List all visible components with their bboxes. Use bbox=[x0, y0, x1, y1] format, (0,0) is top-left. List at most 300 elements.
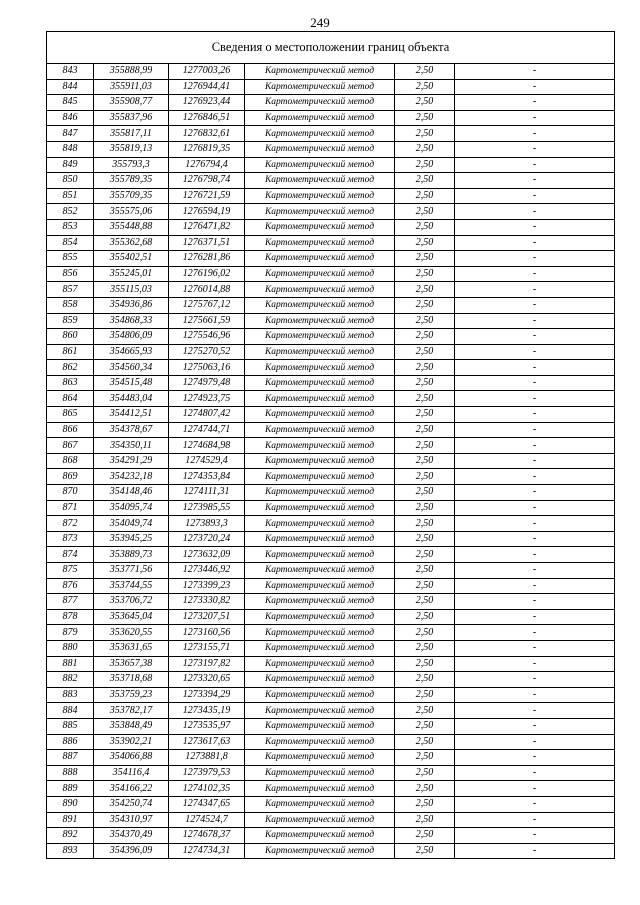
y-coordinate-cell: 1276794,4 bbox=[169, 157, 245, 173]
y-coordinate-cell: 1274744,71 bbox=[169, 422, 245, 438]
description-cell: - bbox=[455, 609, 615, 625]
point-number-cell: 850 bbox=[47, 173, 94, 189]
table-row bbox=[47, 469, 615, 485]
table-row bbox=[47, 126, 615, 142]
method-cell: Картометрический метод bbox=[245, 656, 395, 672]
method-cell: Картометрический метод bbox=[245, 173, 395, 189]
description-cell: - bbox=[455, 141, 615, 157]
description-cell: - bbox=[455, 126, 615, 142]
table-row bbox=[47, 235, 615, 251]
description-cell: - bbox=[455, 173, 615, 189]
accuracy-cell: 2,50 bbox=[395, 157, 455, 173]
description-cell: - bbox=[455, 360, 615, 376]
y-coordinate-cell: 1274353,84 bbox=[169, 469, 245, 485]
x-coordinate-cell: 355819,13 bbox=[94, 141, 169, 157]
x-coordinate-cell: 355575,06 bbox=[94, 204, 169, 220]
x-coordinate-cell: 354936,86 bbox=[94, 297, 169, 313]
table-row bbox=[47, 516, 615, 532]
table-row bbox=[47, 95, 615, 111]
accuracy-cell: 2,50 bbox=[395, 391, 455, 407]
description-cell: - bbox=[455, 812, 615, 828]
accuracy-cell: 2,50 bbox=[395, 438, 455, 454]
x-coordinate-cell: 353706,72 bbox=[94, 594, 169, 610]
description-cell: - bbox=[455, 531, 615, 547]
table-row bbox=[47, 672, 615, 688]
x-coordinate-cell: 353782,17 bbox=[94, 703, 169, 719]
description-cell: - bbox=[455, 828, 615, 844]
x-coordinate-cell: 354049,74 bbox=[94, 516, 169, 532]
accuracy-cell: 2,50 bbox=[395, 344, 455, 360]
y-coordinate-cell: 1273979,53 bbox=[169, 765, 245, 781]
y-coordinate-cell: 1273399,23 bbox=[169, 578, 245, 594]
table-row bbox=[47, 594, 615, 610]
description-cell: - bbox=[455, 734, 615, 750]
method-cell: Картометрический метод bbox=[245, 422, 395, 438]
point-number-cell: 885 bbox=[47, 718, 94, 734]
accuracy-cell: 2,50 bbox=[395, 594, 455, 610]
x-coordinate-cell: 355888,99 bbox=[94, 64, 169, 80]
method-cell: Картометрический метод bbox=[245, 391, 395, 407]
description-cell: - bbox=[455, 625, 615, 641]
method-cell: Картометрический метод bbox=[245, 516, 395, 532]
y-coordinate-cell: 1275767,12 bbox=[169, 297, 245, 313]
x-coordinate-cell: 354378,67 bbox=[94, 422, 169, 438]
method-cell: Картометрический метод bbox=[245, 438, 395, 454]
accuracy-cell: 2,50 bbox=[395, 282, 455, 298]
description-cell: - bbox=[455, 110, 615, 126]
y-coordinate-cell: 1273155,71 bbox=[169, 640, 245, 656]
method-cell: Картометрический метод bbox=[245, 126, 395, 142]
y-coordinate-cell: 1275546,96 bbox=[169, 329, 245, 345]
accuracy-cell: 2,50 bbox=[395, 718, 455, 734]
y-coordinate-cell: 1274111,31 bbox=[169, 485, 245, 501]
description-cell: - bbox=[455, 843, 615, 859]
y-coordinate-cell: 1277003,26 bbox=[169, 64, 245, 80]
table-row bbox=[47, 687, 615, 703]
point-number-cell: 877 bbox=[47, 594, 94, 610]
x-coordinate-cell: 353771,56 bbox=[94, 563, 169, 579]
table-row bbox=[47, 563, 615, 579]
description-cell: - bbox=[455, 297, 615, 313]
method-cell: Картометрический метод bbox=[245, 235, 395, 251]
method-cell: Картометрический метод bbox=[245, 251, 395, 267]
method-cell: Картометрический метод bbox=[245, 750, 395, 766]
description-cell: - bbox=[455, 796, 615, 812]
description-cell: - bbox=[455, 422, 615, 438]
method-cell: Картометрический метод bbox=[245, 375, 395, 391]
accuracy-cell: 2,50 bbox=[395, 500, 455, 516]
description-cell: - bbox=[455, 672, 615, 688]
method-cell: Картометрический метод bbox=[245, 547, 395, 563]
description-cell: - bbox=[455, 687, 615, 703]
table-row bbox=[47, 438, 615, 454]
x-coordinate-cell: 353889,73 bbox=[94, 547, 169, 563]
description-cell: - bbox=[455, 453, 615, 469]
point-number-cell: 879 bbox=[47, 625, 94, 641]
table-row bbox=[47, 141, 615, 157]
point-number-cell: 871 bbox=[47, 500, 94, 516]
y-coordinate-cell: 1273320,65 bbox=[169, 672, 245, 688]
point-number-cell: 889 bbox=[47, 781, 94, 797]
x-coordinate-cell: 354250,74 bbox=[94, 796, 169, 812]
x-coordinate-cell: 355448,88 bbox=[94, 219, 169, 235]
accuracy-cell: 2,50 bbox=[395, 750, 455, 766]
accuracy-cell: 2,50 bbox=[395, 141, 455, 157]
point-number-cell: 848 bbox=[47, 141, 94, 157]
x-coordinate-cell: 353645,04 bbox=[94, 609, 169, 625]
method-cell: Картометрический метод bbox=[245, 812, 395, 828]
y-coordinate-cell: 1275063,16 bbox=[169, 360, 245, 376]
accuracy-cell: 2,50 bbox=[395, 796, 455, 812]
point-number-cell: 886 bbox=[47, 734, 94, 750]
x-coordinate-cell: 355837,96 bbox=[94, 110, 169, 126]
point-number-cell: 860 bbox=[47, 329, 94, 345]
y-coordinate-cell: 1276819,35 bbox=[169, 141, 245, 157]
x-coordinate-cell: 353744,55 bbox=[94, 578, 169, 594]
point-number-cell: 864 bbox=[47, 391, 94, 407]
accuracy-cell: 2,50 bbox=[395, 812, 455, 828]
y-coordinate-cell: 1273197,82 bbox=[169, 656, 245, 672]
point-number-cell: 854 bbox=[47, 235, 94, 251]
x-coordinate-cell: 353902,21 bbox=[94, 734, 169, 750]
x-coordinate-cell: 353945,25 bbox=[94, 531, 169, 547]
method-cell: Картометрический метод bbox=[245, 828, 395, 844]
accuracy-cell: 2,50 bbox=[395, 79, 455, 95]
point-number-cell: 859 bbox=[47, 313, 94, 329]
y-coordinate-cell: 1273881,8 bbox=[169, 750, 245, 766]
description-cell: - bbox=[455, 157, 615, 173]
accuracy-cell: 2,50 bbox=[395, 422, 455, 438]
y-coordinate-cell: 1274102,35 bbox=[169, 781, 245, 797]
method-cell: Картометрический метод bbox=[245, 157, 395, 173]
table-row bbox=[47, 812, 615, 828]
table-row bbox=[47, 329, 615, 345]
table-row bbox=[47, 173, 615, 189]
method-cell: Картометрический метод bbox=[245, 204, 395, 220]
point-number-cell: 847 bbox=[47, 126, 94, 142]
method-cell: Картометрический метод bbox=[245, 469, 395, 485]
y-coordinate-cell: 1276281,86 bbox=[169, 251, 245, 267]
y-coordinate-cell: 1273632,09 bbox=[169, 547, 245, 563]
method-cell: Картометрический метод bbox=[245, 687, 395, 703]
table-row bbox=[47, 204, 615, 220]
point-number-cell: 874 bbox=[47, 547, 94, 563]
point-number-cell: 845 bbox=[47, 95, 94, 111]
x-coordinate-cell: 354483,04 bbox=[94, 391, 169, 407]
table-row bbox=[47, 625, 615, 641]
x-coordinate-cell: 355793,3 bbox=[94, 157, 169, 173]
table-row bbox=[47, 500, 615, 516]
point-number-cell: 880 bbox=[47, 640, 94, 656]
accuracy-cell: 2,50 bbox=[395, 578, 455, 594]
table-row bbox=[47, 609, 615, 625]
method-cell: Картометрический метод bbox=[245, 79, 395, 95]
accuracy-cell: 2,50 bbox=[395, 204, 455, 220]
x-coordinate-cell: 355362,68 bbox=[94, 235, 169, 251]
x-coordinate-cell: 354291,29 bbox=[94, 453, 169, 469]
table-row bbox=[47, 781, 615, 797]
y-coordinate-cell: 1273985,55 bbox=[169, 500, 245, 516]
accuracy-cell: 2,50 bbox=[395, 188, 455, 204]
description-cell: - bbox=[455, 329, 615, 345]
accuracy-cell: 2,50 bbox=[395, 453, 455, 469]
point-number-cell: 883 bbox=[47, 687, 94, 703]
x-coordinate-cell: 354806,09 bbox=[94, 329, 169, 345]
point-number-cell: 872 bbox=[47, 516, 94, 532]
point-number-cell: 882 bbox=[47, 672, 94, 688]
y-coordinate-cell: 1273160,56 bbox=[169, 625, 245, 641]
table-row bbox=[47, 344, 615, 360]
point-number-cell: 853 bbox=[47, 219, 94, 235]
point-number-cell: 873 bbox=[47, 531, 94, 547]
x-coordinate-cell: 355908,77 bbox=[94, 95, 169, 111]
accuracy-cell: 2,50 bbox=[395, 547, 455, 563]
method-cell: Картометрический метод bbox=[245, 625, 395, 641]
method-cell: Картометрический метод bbox=[245, 563, 395, 579]
method-cell: Картометрический метод bbox=[245, 500, 395, 516]
x-coordinate-cell: 355911,03 bbox=[94, 79, 169, 95]
y-coordinate-cell: 1274529,4 bbox=[169, 453, 245, 469]
description-cell: - bbox=[455, 594, 615, 610]
description-cell: - bbox=[455, 251, 615, 267]
x-coordinate-cell: 353620,55 bbox=[94, 625, 169, 641]
x-coordinate-cell: 355402,51 bbox=[94, 251, 169, 267]
accuracy-cell: 2,50 bbox=[395, 64, 455, 80]
table-row bbox=[47, 391, 615, 407]
method-cell: Картометрический метод bbox=[245, 718, 395, 734]
x-coordinate-cell: 354396,09 bbox=[94, 843, 169, 859]
method-cell: Картометрический метод bbox=[245, 344, 395, 360]
accuracy-cell: 2,50 bbox=[395, 407, 455, 423]
point-number-cell: 846 bbox=[47, 110, 94, 126]
boundary-table bbox=[46, 31, 615, 859]
accuracy-cell: 2,50 bbox=[395, 313, 455, 329]
point-number-cell: 855 bbox=[47, 251, 94, 267]
table-row bbox=[47, 79, 615, 95]
description-cell: - bbox=[455, 95, 615, 111]
point-number-cell: 888 bbox=[47, 765, 94, 781]
y-coordinate-cell: 1273446,92 bbox=[169, 563, 245, 579]
accuracy-cell: 2,50 bbox=[395, 765, 455, 781]
accuracy-cell: 2,50 bbox=[395, 485, 455, 501]
description-cell: - bbox=[455, 438, 615, 454]
y-coordinate-cell: 1273394,29 bbox=[169, 687, 245, 703]
x-coordinate-cell: 354370,49 bbox=[94, 828, 169, 844]
method-cell: Картометрический метод bbox=[245, 531, 395, 547]
accuracy-cell: 2,50 bbox=[395, 640, 455, 656]
point-number-cell: 862 bbox=[47, 360, 94, 376]
point-number-cell: 868 bbox=[47, 453, 94, 469]
description-cell: - bbox=[455, 313, 615, 329]
page-number: 249 bbox=[310, 15, 330, 30]
x-coordinate-cell: 354515,48 bbox=[94, 375, 169, 391]
table-row bbox=[47, 656, 615, 672]
y-coordinate-cell: 1273720,24 bbox=[169, 531, 245, 547]
accuracy-cell: 2,50 bbox=[395, 469, 455, 485]
point-number-cell: 861 bbox=[47, 344, 94, 360]
accuracy-cell: 2,50 bbox=[395, 563, 455, 579]
accuracy-cell: 2,50 bbox=[395, 126, 455, 142]
accuracy-cell: 2,50 bbox=[395, 329, 455, 345]
point-number-cell: 870 bbox=[47, 485, 94, 501]
y-coordinate-cell: 1276846,51 bbox=[169, 110, 245, 126]
accuracy-cell: 2,50 bbox=[395, 656, 455, 672]
x-coordinate-cell: 354166,22 bbox=[94, 781, 169, 797]
x-coordinate-cell: 354560,34 bbox=[94, 360, 169, 376]
accuracy-cell: 2,50 bbox=[395, 734, 455, 750]
method-cell: Картометрический метод bbox=[245, 64, 395, 80]
point-number-cell: 881 bbox=[47, 656, 94, 672]
method-cell: Картометрический метод bbox=[245, 95, 395, 111]
table-row bbox=[47, 640, 615, 656]
y-coordinate-cell: 1276721,59 bbox=[169, 188, 245, 204]
point-number-cell: 857 bbox=[47, 282, 94, 298]
point-number-cell: 865 bbox=[47, 407, 94, 423]
accuracy-cell: 2,50 bbox=[395, 781, 455, 797]
y-coordinate-cell: 1276371,51 bbox=[169, 235, 245, 251]
y-coordinate-cell: 1276832,61 bbox=[169, 126, 245, 142]
y-coordinate-cell: 1276594,19 bbox=[169, 204, 245, 220]
accuracy-cell: 2,50 bbox=[395, 235, 455, 251]
method-cell: Картометрический метод bbox=[245, 781, 395, 797]
method-cell: Картометрический метод bbox=[245, 407, 395, 423]
table-row bbox=[47, 750, 615, 766]
method-cell: Картометрический метод bbox=[245, 329, 395, 345]
table-row bbox=[47, 407, 615, 423]
x-coordinate-cell: 353631,65 bbox=[94, 640, 169, 656]
accuracy-cell: 2,50 bbox=[395, 703, 455, 719]
table-row bbox=[47, 453, 615, 469]
table-row bbox=[47, 796, 615, 812]
point-number-cell: 856 bbox=[47, 266, 94, 282]
method-cell: Картометрический метод bbox=[245, 765, 395, 781]
table-row bbox=[47, 157, 615, 173]
y-coordinate-cell: 1273617,63 bbox=[169, 734, 245, 750]
x-coordinate-cell: 354350,11 bbox=[94, 438, 169, 454]
table-row bbox=[47, 547, 615, 563]
description-cell: - bbox=[455, 656, 615, 672]
accuracy-cell: 2,50 bbox=[395, 609, 455, 625]
x-coordinate-cell: 354232,18 bbox=[94, 469, 169, 485]
method-cell: Картометрический метод bbox=[245, 188, 395, 204]
point-number-cell: 863 bbox=[47, 375, 94, 391]
x-coordinate-cell: 354310,97 bbox=[94, 812, 169, 828]
x-coordinate-cell: 353657,38 bbox=[94, 656, 169, 672]
x-coordinate-cell: 355789,35 bbox=[94, 173, 169, 189]
description-cell: - bbox=[455, 781, 615, 797]
x-coordinate-cell: 354148,46 bbox=[94, 485, 169, 501]
accuracy-cell: 2,50 bbox=[395, 531, 455, 547]
y-coordinate-cell: 1273535,97 bbox=[169, 718, 245, 734]
y-coordinate-cell: 1273435,19 bbox=[169, 703, 245, 719]
method-cell: Картометрический метод bbox=[245, 594, 395, 610]
method-cell: Картометрический метод bbox=[245, 609, 395, 625]
point-number-cell: 890 bbox=[47, 796, 94, 812]
accuracy-cell: 2,50 bbox=[395, 95, 455, 111]
description-cell: - bbox=[455, 640, 615, 656]
accuracy-cell: 2,50 bbox=[395, 173, 455, 189]
table-row bbox=[47, 828, 615, 844]
table-row bbox=[47, 703, 615, 719]
accuracy-cell: 2,50 bbox=[395, 266, 455, 282]
table-row bbox=[47, 219, 615, 235]
point-number-cell: 869 bbox=[47, 469, 94, 485]
table-row bbox=[47, 734, 615, 750]
y-coordinate-cell: 1273207,51 bbox=[169, 609, 245, 625]
point-number-cell: 878 bbox=[47, 609, 94, 625]
accuracy-cell: 2,50 bbox=[395, 375, 455, 391]
point-number-cell: 852 bbox=[47, 204, 94, 220]
accuracy-cell: 2,50 bbox=[395, 297, 455, 313]
description-cell: - bbox=[455, 718, 615, 734]
y-coordinate-cell: 1273330,82 bbox=[169, 594, 245, 610]
x-coordinate-cell: 354868,33 bbox=[94, 313, 169, 329]
description-cell: - bbox=[455, 204, 615, 220]
x-coordinate-cell: 353718,68 bbox=[94, 672, 169, 688]
accuracy-cell: 2,50 bbox=[395, 828, 455, 844]
table-row bbox=[47, 313, 615, 329]
method-cell: Картометрический метод bbox=[245, 110, 395, 126]
description-cell: - bbox=[455, 500, 615, 516]
y-coordinate-cell: 1274923,75 bbox=[169, 391, 245, 407]
point-number-cell: 884 bbox=[47, 703, 94, 719]
method-cell: Картометрический метод bbox=[245, 578, 395, 594]
x-coordinate-cell: 354116,4 bbox=[94, 765, 169, 781]
description-cell: - bbox=[455, 64, 615, 80]
table-row bbox=[47, 531, 615, 547]
x-coordinate-cell: 355817,11 bbox=[94, 126, 169, 142]
x-coordinate-cell: 354095,74 bbox=[94, 500, 169, 516]
table-row bbox=[47, 843, 615, 859]
method-cell: Картометрический метод bbox=[245, 734, 395, 750]
accuracy-cell: 2,50 bbox=[395, 110, 455, 126]
method-cell: Картометрический метод bbox=[245, 843, 395, 859]
method-cell: Картометрический метод bbox=[245, 640, 395, 656]
y-coordinate-cell: 1275270,52 bbox=[169, 344, 245, 360]
description-cell: - bbox=[455, 750, 615, 766]
table-row bbox=[47, 297, 615, 313]
table-header-row bbox=[47, 32, 615, 64]
table-row bbox=[47, 360, 615, 376]
table-row bbox=[47, 266, 615, 282]
y-coordinate-cell: 1276471,82 bbox=[169, 219, 245, 235]
y-coordinate-cell: 1276944,41 bbox=[169, 79, 245, 95]
description-cell: - bbox=[455, 407, 615, 423]
point-number-cell: 858 bbox=[47, 297, 94, 313]
table-row bbox=[47, 375, 615, 391]
point-number-cell: 892 bbox=[47, 828, 94, 844]
method-cell: Картометрический метод bbox=[245, 703, 395, 719]
table-row bbox=[47, 485, 615, 501]
table-row bbox=[47, 282, 615, 298]
description-cell: - bbox=[455, 375, 615, 391]
y-coordinate-cell: 1275661,59 bbox=[169, 313, 245, 329]
point-number-cell: 887 bbox=[47, 750, 94, 766]
description-cell: - bbox=[455, 188, 615, 204]
accuracy-cell: 2,50 bbox=[395, 672, 455, 688]
y-coordinate-cell: 1274979,48 bbox=[169, 375, 245, 391]
description-cell: - bbox=[455, 547, 615, 563]
x-coordinate-cell: 353759,23 bbox=[94, 687, 169, 703]
accuracy-cell: 2,50 bbox=[395, 516, 455, 532]
point-number-cell: 876 bbox=[47, 578, 94, 594]
point-number-cell: 843 bbox=[47, 64, 94, 80]
point-number-cell: 875 bbox=[47, 563, 94, 579]
method-cell: Картометрический метод bbox=[245, 672, 395, 688]
accuracy-cell: 2,50 bbox=[395, 843, 455, 859]
point-number-cell: 866 bbox=[47, 422, 94, 438]
description-cell: - bbox=[455, 219, 615, 235]
